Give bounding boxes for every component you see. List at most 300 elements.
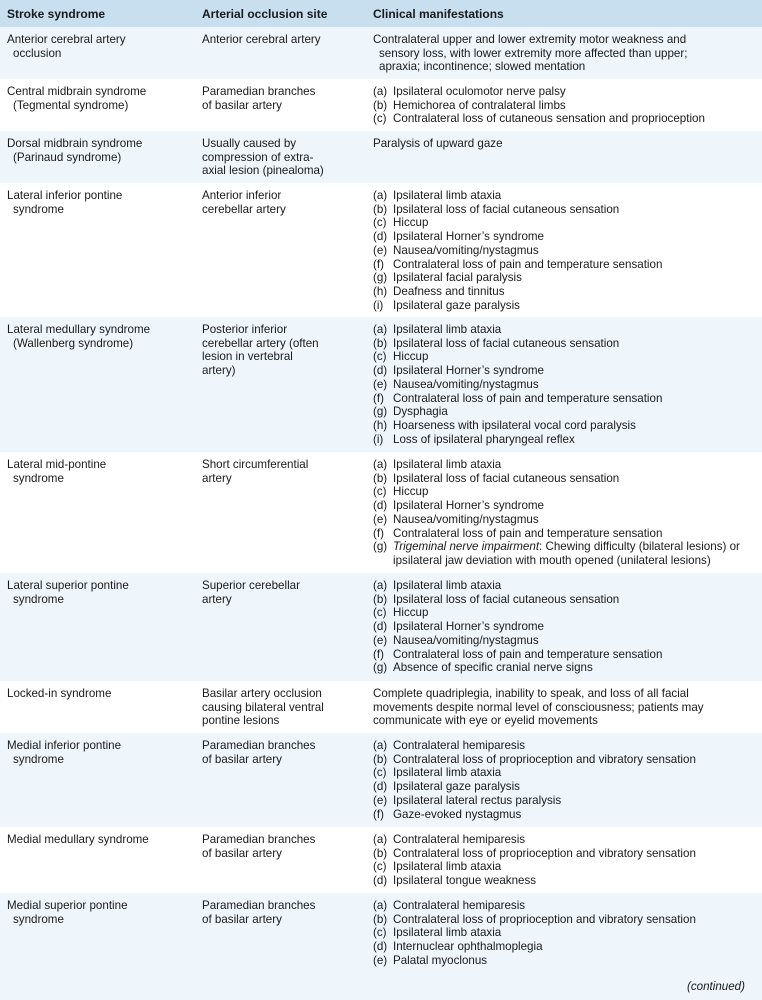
item-body: Hiccup bbox=[393, 485, 429, 499]
item-body: Contralateral loss of proprioception and vibratory sensation bbox=[393, 912, 696, 926]
manifestation-item bbox=[373, 392, 756, 406]
item-body: Internuclear ophthalmoplegia bbox=[393, 940, 543, 954]
item-text bbox=[393, 85, 566, 99]
item-body: Ipsilateral loss of facial cutaneous sensation bbox=[393, 471, 620, 485]
manifestation-item bbox=[373, 648, 756, 662]
table-row bbox=[0, 27, 762, 79]
manifestation-item bbox=[373, 203, 756, 217]
item-body: Loss of ipsilateral pharyngeal reflex bbox=[393, 432, 575, 446]
item-text bbox=[393, 299, 520, 313]
item-text bbox=[393, 244, 539, 258]
item-body: Ipsilateral limb ataxia bbox=[393, 860, 502, 874]
cell-arterial-occlusion-site bbox=[195, 27, 366, 79]
item-text bbox=[393, 593, 619, 607]
cell-arterial-occlusion-site bbox=[195, 79, 366, 131]
manifestation-item bbox=[373, 216, 756, 230]
syndrome-name-line: Medial medullary syndrome bbox=[7, 833, 149, 846]
item-body: Contralateral loss of pain and temperature sensation bbox=[393, 647, 663, 661]
manifestation-item bbox=[373, 527, 756, 541]
item-text bbox=[393, 203, 619, 217]
occlusion-site-line: Usually caused by bbox=[202, 137, 297, 150]
item-text bbox=[393, 661, 593, 675]
item-body: Nausea/vomiting/nystagmus bbox=[393, 243, 539, 257]
item-body: Contralateral hemiparesis bbox=[393, 833, 526, 846]
syndrome-name-line: Dorsal midbrain syndrome bbox=[7, 137, 143, 150]
manifestation-text-line: apraxia; incontinence; slowed mentation bbox=[379, 60, 586, 74]
item-marker: (a) bbox=[373, 739, 388, 752]
item-marker: (c) bbox=[373, 766, 387, 780]
occlusion-site-line: of basilar artery bbox=[202, 98, 282, 112]
item-body: Nausea/vomiting/nystagmus bbox=[393, 377, 539, 391]
item-body: Ipsilateral loss of facial cutaneous sensation bbox=[393, 336, 620, 350]
syndrome-name-line: Medial inferior pontine bbox=[7, 739, 122, 752]
manifestation-item bbox=[373, 606, 756, 620]
occlusion-site-line: Basilar artery occlusion bbox=[202, 687, 322, 700]
item-text bbox=[393, 579, 501, 593]
manifestation-item bbox=[373, 230, 756, 244]
item-text bbox=[393, 620, 544, 634]
item-marker: (e) bbox=[373, 377, 388, 391]
item-body: Ipsilateral gaze paralysis bbox=[393, 780, 520, 794]
item-marker: (e) bbox=[373, 793, 388, 807]
cell-arterial-occlusion-site bbox=[195, 452, 366, 573]
cell-arterial-occlusion-site bbox=[195, 893, 366, 1000]
item-marker: (e) bbox=[373, 512, 388, 526]
item-body: Ipsilateral Horner’s syndrome bbox=[393, 364, 544, 378]
syndrome-name-line: syndrome bbox=[13, 592, 64, 606]
cell-clinical-manifestations bbox=[366, 681, 762, 733]
manifestation-item bbox=[373, 940, 756, 954]
cell-clinical-manifestations bbox=[366, 827, 762, 893]
manifestation-item bbox=[373, 499, 756, 513]
item-body: Contralateral loss of proprioception and vibratory sensation bbox=[393, 752, 696, 766]
manifestation-item bbox=[373, 794, 756, 808]
manifestation-item bbox=[373, 285, 756, 299]
manifestation-item bbox=[373, 405, 756, 419]
item-body: Contralateral loss of pain and temperature sensation bbox=[393, 526, 663, 540]
syndrome-name-line: syndrome bbox=[13, 912, 64, 926]
item-marker: (d) bbox=[373, 620, 388, 634]
manifestation-item bbox=[373, 860, 756, 874]
table-row bbox=[0, 317, 762, 452]
occlusion-site-line: cerebellar artery (often bbox=[202, 336, 319, 350]
item-text bbox=[393, 794, 561, 808]
occlusion-site-line: of basilar artery bbox=[202, 846, 282, 860]
cell-arterial-occlusion-site bbox=[195, 317, 366, 452]
manifestation-item bbox=[373, 350, 756, 364]
item-emphasis: Trigeminal nerve impairment bbox=[393, 540, 540, 554]
manifestation-item bbox=[373, 378, 756, 392]
item-marker: (d) bbox=[373, 874, 388, 888]
item-body: Contralateral loss of cutaneous sensation and proprioception bbox=[393, 112, 705, 126]
continued-note: (continued) bbox=[686, 980, 745, 993]
item-marker: (a) bbox=[373, 579, 388, 592]
cell-stroke-syndrome bbox=[0, 733, 195, 827]
cell-arterial-occlusion-site bbox=[195, 827, 366, 893]
item-body: Ipsilateral limb ataxia bbox=[393, 323, 502, 336]
item-body: Ipsilateral loss of facial cutaneous sensation bbox=[393, 592, 620, 606]
item-marker: (c) bbox=[373, 216, 387, 230]
item-text bbox=[393, 527, 662, 541]
item-marker: (d) bbox=[373, 940, 388, 954]
item-marker: (f) bbox=[373, 257, 384, 271]
header-stroke-syndrome: Stroke syndrome bbox=[0, 0, 195, 27]
item-text bbox=[393, 378, 539, 392]
item-marker: (c) bbox=[373, 112, 387, 126]
occlusion-site-line: Anterior inferior bbox=[202, 189, 282, 202]
occlusion-site-line: lesion in vertebral bbox=[202, 350, 293, 364]
item-body: Ipsilateral tongue weakness bbox=[393, 874, 537, 888]
item-text bbox=[393, 419, 636, 433]
item-marker: (d) bbox=[373, 364, 388, 378]
item-marker: (g) bbox=[373, 271, 388, 285]
item-body: Hoarseness with ipsilateral vocal cord paralysis bbox=[393, 418, 636, 432]
manifestation-item bbox=[373, 808, 756, 822]
item-body: Contralateral hemiparesis bbox=[393, 899, 526, 912]
item-marker: (f) bbox=[373, 526, 384, 540]
item-body: Ipsilateral Horner’s syndrome bbox=[393, 230, 544, 244]
cell-stroke-syndrome bbox=[0, 317, 195, 452]
item-marker: (i) bbox=[373, 432, 384, 446]
item-marker: (b) bbox=[373, 202, 388, 216]
item-text bbox=[393, 271, 522, 285]
item-body: Ipsilateral Horner’s syndrome bbox=[393, 620, 544, 634]
table-row bbox=[0, 573, 762, 681]
item-text bbox=[393, 913, 696, 927]
item-text bbox=[393, 323, 501, 337]
item-body: Ipsilateral limb ataxia bbox=[393, 189, 502, 202]
item-text bbox=[393, 780, 520, 794]
manifestation-item bbox=[373, 485, 756, 499]
item-body: Ipsilateral gaze paralysis bbox=[393, 298, 520, 312]
manifestation-item bbox=[373, 271, 756, 285]
cell-clinical-manifestations bbox=[366, 183, 762, 317]
table-header-row bbox=[0, 0, 762, 27]
syndrome-name-line: Central midbrain syndrome bbox=[7, 85, 147, 98]
item-marker: (a) bbox=[373, 833, 388, 846]
item-text bbox=[393, 337, 619, 351]
item-marker: (h) bbox=[373, 284, 388, 298]
item-text bbox=[393, 753, 696, 767]
item-text bbox=[393, 433, 575, 447]
occlusion-site-line: pontine lesions bbox=[202, 714, 280, 728]
manifestation-item bbox=[373, 364, 756, 378]
cell-stroke-syndrome bbox=[0, 681, 195, 733]
item-marker: (f) bbox=[373, 807, 384, 821]
manifestation-item bbox=[373, 833, 756, 847]
cell-stroke-syndrome bbox=[0, 827, 195, 893]
occlusion-site-line: Short circumferential bbox=[202, 458, 309, 471]
item-body: Contralateral loss of proprioception and vibratory sensation bbox=[393, 846, 696, 860]
manifestation-item bbox=[373, 593, 756, 607]
cell-clinical-manifestations bbox=[366, 131, 762, 183]
cell-clinical-manifestations bbox=[366, 317, 762, 452]
item-text bbox=[393, 392, 662, 406]
item-marker: (d) bbox=[373, 230, 388, 244]
item-marker: (h) bbox=[373, 418, 388, 432]
manifestation-item bbox=[373, 579, 756, 593]
item-text bbox=[393, 899, 525, 913]
item-body: Contralateral loss of pain and temperature sensation bbox=[393, 391, 663, 405]
occlusion-site-line: axial lesion (pinealoma) bbox=[202, 164, 324, 178]
item-text bbox=[393, 405, 448, 419]
manifestation-item bbox=[373, 913, 756, 927]
syndrome-name-line: Lateral medullary syndrome bbox=[7, 323, 151, 336]
item-marker: (b) bbox=[373, 912, 388, 926]
item-text bbox=[393, 940, 543, 954]
manifestation-item bbox=[373, 85, 756, 99]
item-marker: (a) bbox=[373, 323, 388, 336]
syndrome-name-line: syndrome bbox=[13, 202, 64, 216]
manifestation-item bbox=[373, 954, 756, 968]
item-text bbox=[393, 99, 566, 113]
item-text bbox=[393, 499, 544, 513]
item-text bbox=[393, 230, 544, 244]
manifestation-item bbox=[373, 926, 756, 940]
manifestation-item bbox=[373, 244, 756, 258]
syndrome-name-line: syndrome bbox=[13, 471, 64, 485]
syndrome-name-line: (Wallenberg syndrome) bbox=[13, 336, 134, 350]
item-body: Hiccup bbox=[393, 606, 429, 620]
cell-stroke-syndrome bbox=[0, 452, 195, 573]
syndrome-name-line: Anterior cerebral artery bbox=[7, 33, 126, 46]
manifestation-item bbox=[373, 753, 756, 767]
item-body: Ipsilateral limb ataxia bbox=[393, 766, 502, 780]
manifestation-item bbox=[373, 112, 756, 126]
item-text bbox=[393, 112, 705, 126]
item-text bbox=[393, 285, 505, 299]
item-text bbox=[393, 513, 539, 527]
item-body: Ipsilateral limb ataxia bbox=[393, 926, 502, 940]
syndrome-name-line: Locked-in syndrome bbox=[7, 687, 112, 700]
item-body: Nausea/vomiting/nystagmus bbox=[393, 633, 539, 647]
item-marker: (e) bbox=[373, 633, 388, 647]
syndrome-name-line: syndrome bbox=[13, 752, 64, 766]
item-marker: (f) bbox=[373, 391, 384, 405]
item-marker: (g) bbox=[373, 540, 388, 554]
cell-stroke-syndrome bbox=[0, 27, 195, 79]
table-row bbox=[0, 452, 762, 573]
occlusion-site-line: causing bilateral ventral bbox=[202, 700, 324, 714]
occlusion-site-line: cerebellar artery bbox=[202, 202, 286, 216]
manifestation-item bbox=[373, 323, 756, 337]
occlusion-site-line: artery) bbox=[202, 364, 236, 378]
cell-arterial-occlusion-site bbox=[195, 183, 366, 317]
item-marker: (d) bbox=[373, 499, 388, 513]
header-clinical-manifestations: Clinical manifestations bbox=[366, 0, 762, 27]
item-text bbox=[393, 766, 501, 780]
item-body: Nausea/vomiting/nystagmus bbox=[393, 512, 539, 526]
item-body: Hiccup bbox=[393, 216, 429, 230]
cell-arterial-occlusion-site bbox=[195, 131, 366, 183]
item-text bbox=[393, 350, 428, 364]
item-text bbox=[393, 739, 525, 753]
item-body: Contralateral hemiparesis bbox=[393, 739, 526, 752]
item-text bbox=[393, 189, 501, 203]
manifestation-item bbox=[373, 847, 756, 861]
item-body: Ipsilateral limb ataxia bbox=[393, 458, 502, 471]
item-marker: (i) bbox=[373, 298, 384, 312]
cell-arterial-occlusion-site bbox=[195, 681, 366, 733]
item-body: Ipsilateral facial paralysis bbox=[393, 271, 522, 285]
table-row bbox=[0, 827, 762, 893]
item-marker: (c) bbox=[373, 350, 387, 364]
table-row bbox=[0, 733, 762, 827]
manifestation-item bbox=[373, 540, 756, 567]
manifestation-item bbox=[373, 419, 756, 433]
cell-clinical-manifestations bbox=[366, 573, 762, 681]
syndrome-name-line: (Parinaud syndrome) bbox=[13, 150, 122, 164]
item-marker: (b) bbox=[373, 592, 388, 606]
item-text bbox=[393, 458, 501, 472]
table-row bbox=[0, 893, 762, 1000]
item-marker: (b) bbox=[373, 336, 388, 350]
item-marker: (a) bbox=[373, 85, 388, 98]
occlusion-site-line: Posterior inferior bbox=[202, 323, 288, 336]
manifestation-item bbox=[373, 299, 756, 313]
item-body: Ipsilateral lateral rectus paralysis bbox=[393, 793, 562, 807]
manifestation-item bbox=[373, 433, 756, 447]
table-row bbox=[0, 183, 762, 317]
occlusion-site-line: of basilar artery bbox=[202, 912, 282, 926]
item-marker: (b) bbox=[373, 98, 388, 112]
item-marker: (g) bbox=[373, 661, 388, 675]
item-text bbox=[393, 860, 501, 874]
item-body: Ipsilateral oculomotor nerve palsy bbox=[393, 85, 566, 98]
item-text bbox=[393, 954, 487, 968]
cell-arterial-occlusion-site bbox=[195, 573, 366, 681]
manifestation-item bbox=[373, 458, 756, 472]
item-body: Deafness and tinnitus bbox=[393, 284, 505, 298]
cell-stroke-syndrome bbox=[0, 183, 195, 317]
manifestation-text-line: Paralysis of upward gaze bbox=[373, 137, 503, 150]
syndrome-name-line: Lateral inferior pontine bbox=[7, 189, 123, 202]
occlusion-site-line: Superior cerebellar bbox=[202, 579, 300, 592]
manifestation-item bbox=[373, 766, 756, 780]
item-body: Ipsilateral limb ataxia bbox=[393, 579, 502, 592]
item-marker: (a) bbox=[373, 189, 388, 202]
item-body: Gaze-evoked nystagmus bbox=[393, 807, 522, 821]
cell-stroke-syndrome bbox=[0, 131, 195, 183]
cell-arterial-occlusion-site bbox=[195, 733, 366, 827]
item-marker: (d) bbox=[373, 780, 388, 794]
syndrome-name-line: (Tegmental syndrome) bbox=[13, 98, 129, 112]
item-text bbox=[393, 833, 525, 847]
manifestation-text-line: movements despite normal level of consciousness; patients may bbox=[373, 700, 704, 714]
occlusion-site-line: artery bbox=[202, 471, 232, 485]
occlusion-site-line: artery bbox=[202, 592, 232, 606]
manifestation-text-line: sensory loss, with lower extremity more affected than upper; bbox=[379, 46, 688, 60]
item-marker: (c) bbox=[373, 606, 387, 620]
item-marker: (a) bbox=[373, 899, 388, 912]
item-marker: (c) bbox=[373, 860, 387, 874]
manifestation-item bbox=[373, 337, 756, 351]
item-text bbox=[393, 634, 539, 648]
item-body: Ipsilateral Horner’s syndrome bbox=[393, 499, 544, 513]
occlusion-site-line: Paramedian branches bbox=[202, 85, 316, 98]
manifestation-item bbox=[373, 513, 756, 527]
item-text bbox=[393, 258, 662, 272]
cell-clinical-manifestations bbox=[366, 452, 762, 573]
occlusion-site-line: Anterior cerebral artery bbox=[202, 33, 321, 46]
item-text bbox=[393, 364, 544, 378]
cell-clinical-manifestations bbox=[366, 733, 762, 827]
manifestation-item bbox=[373, 899, 756, 913]
syndrome-name-line: occlusion bbox=[13, 46, 62, 60]
manifestation-item bbox=[373, 634, 756, 648]
table-row bbox=[0, 131, 762, 183]
cell-stroke-syndrome bbox=[0, 893, 195, 1000]
item-text bbox=[393, 648, 662, 662]
manifestation-item bbox=[373, 874, 756, 888]
syndrome-name-line: Medial superior pontine bbox=[7, 899, 128, 912]
item-marker: (b) bbox=[373, 752, 388, 766]
occlusion-site-line: of basilar artery bbox=[202, 752, 282, 766]
item-marker: (c) bbox=[373, 926, 387, 940]
table-row bbox=[0, 79, 762, 131]
item-marker: (c) bbox=[373, 485, 387, 499]
cell-clinical-manifestations bbox=[366, 79, 762, 131]
manifestation-item bbox=[373, 739, 756, 753]
occlusion-site-line: Paramedian branches bbox=[202, 739, 316, 752]
item-marker: (e) bbox=[373, 953, 388, 967]
header-arterial-occlusion-site: Arterial occlusion site bbox=[195, 0, 366, 27]
item-marker: (b) bbox=[373, 471, 388, 485]
manifestation-item bbox=[373, 99, 756, 113]
item-body: : Chewing difficulty (bilateral lesions) or ipsilateral jaw deviation with mouth opened (unilateral lesions) bbox=[393, 540, 740, 567]
item-text bbox=[393, 472, 619, 486]
item-text bbox=[393, 216, 428, 230]
occlusion-site-line: Paramedian branches bbox=[202, 899, 316, 912]
item-body: Contralateral loss of pain and temperature sensation bbox=[393, 257, 663, 271]
manifestation-item bbox=[373, 620, 756, 634]
cell-clinical-manifestations bbox=[366, 27, 762, 79]
manifestation-item bbox=[373, 780, 756, 794]
item-text bbox=[393, 606, 428, 620]
item-marker: (g) bbox=[373, 405, 388, 419]
item-body: Palatal myoclonus bbox=[393, 953, 488, 967]
item-text bbox=[393, 847, 696, 861]
item-body: Dysphagia bbox=[393, 405, 448, 419]
manifestation-item bbox=[373, 258, 756, 272]
cell-stroke-syndrome bbox=[0, 573, 195, 681]
manifestation-item bbox=[373, 189, 756, 203]
manifestation-item bbox=[373, 661, 756, 675]
item-text bbox=[393, 874, 536, 888]
syndrome-name-line: Lateral superior pontine bbox=[7, 579, 129, 592]
manifestation-text-line: communicate with eye or eyelid movements bbox=[373, 714, 598, 728]
item-body: Absence of specific cranial nerve signs bbox=[393, 661, 593, 675]
manifestation-text-line: Complete quadriplegia, inability to speak, and loss of all facial bbox=[373, 687, 689, 700]
table-row bbox=[0, 681, 762, 733]
item-text bbox=[393, 485, 428, 499]
item-marker: (a) bbox=[373, 458, 388, 471]
syndrome-name-line: Lateral mid-pontine bbox=[7, 458, 107, 471]
manifestation-text-line: Contralateral upper and lower extremity motor weakness and bbox=[373, 33, 687, 46]
cell-stroke-syndrome bbox=[0, 79, 195, 131]
item-text bbox=[393, 926, 501, 940]
item-marker: (f) bbox=[373, 647, 384, 661]
occlusion-site-line: compression of extra- bbox=[202, 150, 314, 164]
manifestation-item bbox=[373, 472, 756, 486]
item-marker: (e) bbox=[373, 243, 388, 257]
table-body bbox=[0, 27, 762, 1000]
item-text bbox=[393, 808, 521, 822]
item-marker: (b) bbox=[373, 846, 388, 860]
item-text bbox=[393, 540, 756, 567]
occlusion-site-line: Paramedian branches bbox=[202, 833, 316, 846]
item-body: Ipsilateral loss of facial cutaneous sensation bbox=[393, 202, 620, 216]
